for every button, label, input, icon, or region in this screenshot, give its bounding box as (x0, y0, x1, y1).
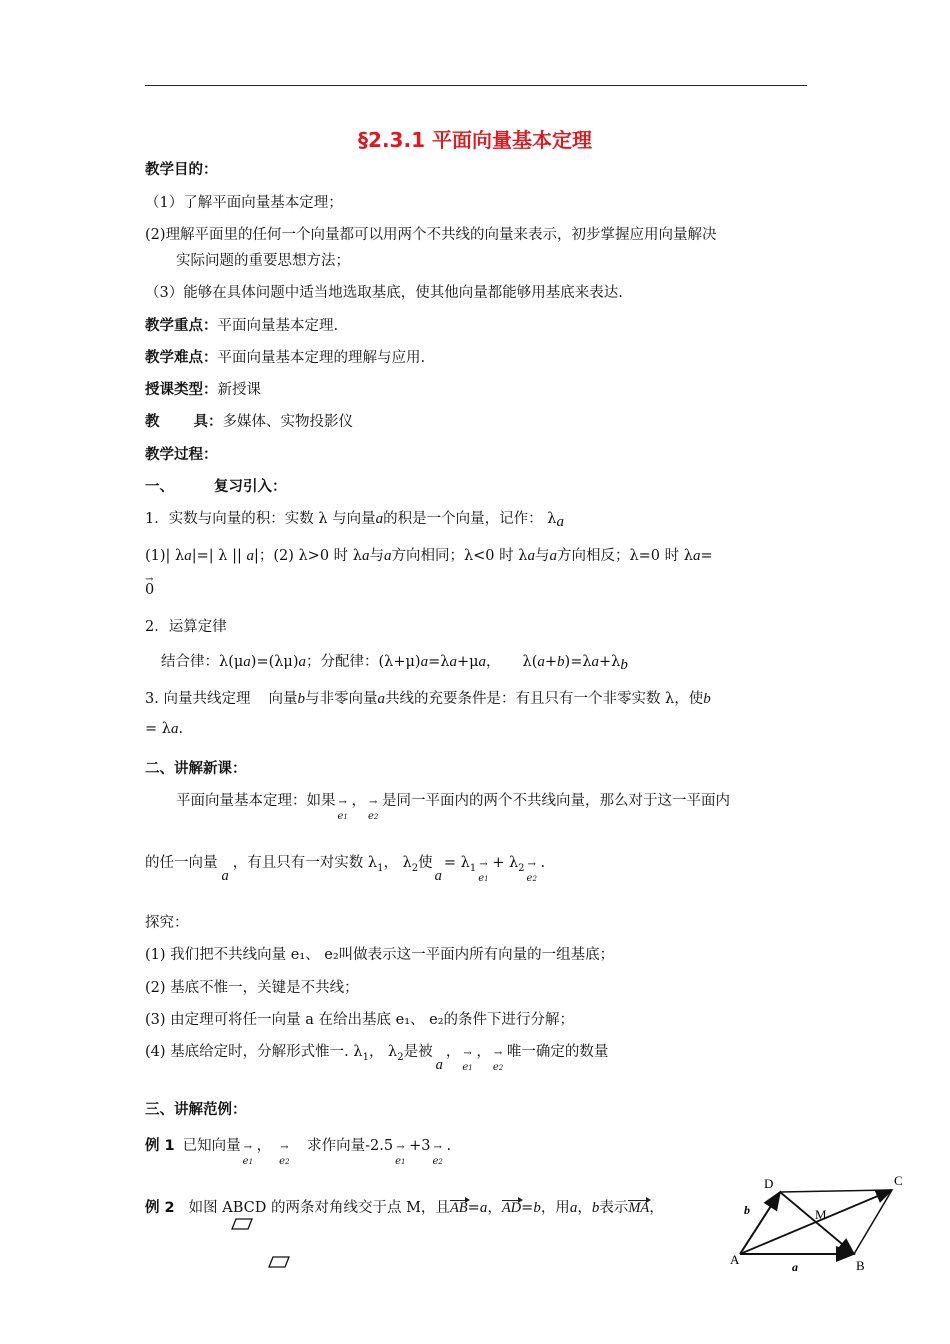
difficulty-label: 教学难点： (145, 350, 218, 366)
label-B: B (856, 1258, 865, 1273)
key-point-value: 平面向量基本定理. (217, 318, 339, 334)
vector-a-symbol: a (375, 511, 384, 527)
theorem-line-2: 的任一向量a，有且只有一对实数 $\lambda_1$， $\lambda_2$使$a= \lambda_1$ → e1 + $\lambda_2$ → e2 . (145, 855, 546, 884)
parallelogram-figure (722, 1168, 912, 1278)
s1-properties (145, 546, 713, 566)
law-e: +μ (456, 654, 479, 670)
ex1-b: ， (256, 1138, 272, 1154)
vector-a-symbol: a (591, 654, 600, 670)
ex2-g: 表示 (599, 1200, 629, 1216)
s1-prop-c: |；(2) λ>0 时 λ (253, 548, 362, 564)
item3-a: 3. 向量共线定理 (145, 691, 251, 707)
s1-item1 (145, 509, 564, 529)
example-1-label: 例 1 (145, 1138, 175, 1154)
ex2-e: ，用 (540, 1200, 570, 1216)
goal-item-3: （3）能够在具体问题中适当地选取基底，使其他向量都能够用基底来表达. (145, 285, 623, 301)
law-h: + (544, 654, 558, 670)
p4-c: 是被 (403, 1044, 433, 1060)
vector-e2: → e2 (368, 797, 379, 822)
theorem-line-1 (176, 791, 730, 822)
vector-b-symbol: b (620, 657, 628, 673)
example-2 (145, 1198, 664, 1218)
ex2-c: ， (487, 1200, 502, 1216)
item3-f: . (178, 721, 184, 737)
s1-prop-d: 与 (369, 548, 384, 564)
header-rule (145, 85, 807, 86)
label-b: b (744, 1203, 750, 1217)
s1-item1-text-b: 的积是一个向量，记作： λ (383, 511, 557, 527)
p4-a: (4) 基底给定时，分解形式惟一. λ (145, 1044, 363, 1060)
zero-vector: 0 (145, 582, 155, 598)
vector-MA: MA (628, 1200, 650, 1216)
p4-f: 唯一确定的数量 (506, 1044, 609, 1060)
vector-e2: → e2 (492, 1048, 504, 1073)
theorem-g: 使 (418, 855, 433, 871)
law-i: )=λ (564, 654, 592, 670)
s1-prop-e: 方向相同；λ<0 时 λ (391, 548, 528, 564)
vector-a-symbol: a (361, 548, 370, 564)
vector-a-symbol: a (556, 514, 564, 530)
explore-item-3: (3) 由定理可将任一向量 a 在给出基底 e₁、 e₂的条件下进行分解； (145, 1012, 575, 1028)
s1-prop-b: |=| λ || (191, 548, 247, 564)
goal-item-2: (2)理解平面里的任何一个向量都可以用两个不共线的向量来表示，初步掌握应用向量解决 (145, 227, 717, 243)
vector-a-symbol: a (243, 654, 251, 670)
vector-a-symbol: a (246, 548, 254, 564)
theorem-b: ， (351, 793, 366, 809)
lesson-type-label: 授课类型： (145, 382, 218, 398)
theorem-d: 的任一向量 (145, 855, 218, 871)
item3-e: = λ (145, 721, 171, 737)
vector-a-symbol: a (184, 548, 192, 564)
explore-item-2: (2) 基底不惟一，关键是不共线； (145, 980, 359, 996)
s1-item3-cont (145, 719, 183, 739)
theorem-e: ，有且只有一对实数 λ (232, 855, 378, 871)
label-M: M (815, 1207, 827, 1222)
theorem-a: 平面向量基本定理：如果 (176, 793, 336, 809)
theorem-f: ， λ (383, 855, 412, 871)
parallelogram-symbol (231, 1218, 253, 1230)
vector-AD: AD (501, 1200, 522, 1216)
law-j: +λ (599, 654, 621, 670)
section1-heading (145, 477, 287, 497)
ex2-f: ， (577, 1200, 592, 1216)
ex2-a: 如图 ABCD 的两条对角线交于点 M，且 (188, 1200, 450, 1216)
s1-prop-g: 方向相反；λ=0 时 λ (556, 548, 693, 564)
ex1-c: 求作向量-2.5 (307, 1138, 394, 1154)
vector-e1: → e1 (478, 859, 489, 884)
item3-b: 向量 (268, 691, 298, 707)
p4-e: ， (476, 1044, 491, 1060)
vector-AB: AB (449, 1200, 468, 1216)
vector-a-symbol: a (435, 1057, 443, 1073)
ex1-a: 已知向量 (182, 1138, 241, 1154)
goal-item-2-cont: 实际问题的重要思想方法； (176, 253, 350, 269)
vector-a-symbol: a (170, 721, 179, 737)
vector-e2: → e2 (432, 1142, 443, 1167)
vector-e2: → e2 (526, 859, 537, 884)
section3-heading: 三、讲解范例： (145, 1102, 247, 1118)
law-b: )=(λμ) (250, 654, 299, 670)
zero-vector-arrow: → (145, 574, 154, 585)
p4-d: ， (445, 1044, 461, 1060)
label-D: D (764, 1176, 774, 1191)
s1-prop-h: = (700, 548, 713, 564)
vector-a-symbol: a (383, 548, 392, 564)
vector-a-symbol: a (478, 654, 487, 670)
theorem-c: 是同一平面内的两个不共线向量，那么对于这一平面内 (382, 793, 730, 809)
theorem-i: + λ (492, 855, 519, 871)
p4-b: ， λ (368, 1044, 398, 1060)
lesson-type (145, 380, 261, 400)
tools-value: 多媒体、实物投影仪 (222, 414, 353, 430)
explore-label: 探究： (145, 915, 189, 931)
vector-a-symbol: a (420, 654, 429, 670)
vector-a-symbol: a (221, 868, 229, 884)
s1-prop-f: 与 (534, 548, 550, 564)
vector-a-symbol: a (537, 654, 545, 670)
vector-e1: → e1 (242, 1142, 254, 1167)
ex2-b: = (467, 1200, 480, 1216)
explore-item-4: (4) 基底给定时，分解形式惟一. $\lambda_1$， $\lambda_2$是被a， → e1 ， → e2 唯一确定的数量 (145, 1044, 609, 1073)
item3-c: 与非零向量 (304, 691, 378, 707)
vector-b-symbol: b (557, 654, 565, 670)
vector-b-symbol: b (297, 691, 305, 707)
tools-label-2: 具： (193, 414, 223, 430)
process-label: 教学过程： (145, 447, 218, 463)
s1-item2: 2．运算定律 (145, 619, 227, 635)
vector-e1: → e1 (462, 1048, 473, 1073)
vector-e1: → e1 (337, 797, 348, 822)
law-c: ；分配律：(λ+μ) (306, 654, 421, 670)
difficulty (145, 348, 425, 368)
ex2-d: = (521, 1200, 534, 1216)
goal-item-1: （1）了解平面向量基本定理； (145, 195, 343, 211)
s1-laws (161, 652, 628, 672)
vector-a-symbol: a (298, 654, 307, 670)
vector-e1: → e1 (395, 1142, 406, 1167)
diagonal-DB (780, 1192, 854, 1254)
s1-item3 (145, 689, 711, 709)
vector-a-symbol: a (527, 548, 535, 564)
label-C: C (894, 1173, 903, 1188)
law-d: =λ (428, 654, 450, 670)
vector-a-symbol: a (434, 868, 442, 884)
tools (145, 412, 353, 432)
tools-label-1: 教 (145, 414, 160, 430)
parallelogram-symbol (268, 1256, 290, 1268)
vector-e2: → e2 (279, 1142, 290, 1167)
section2-heading: 二、讲解新课： (145, 761, 247, 777)
section1-title: 复习引入： (214, 479, 287, 495)
key-point (145, 316, 338, 336)
law-g: λ( (522, 654, 538, 670)
side-BC (854, 1190, 892, 1254)
label-A: A (730, 1252, 740, 1267)
vector-b-symbol: b (591, 1200, 600, 1216)
explore-item-1: (1) 我们把不共线向量 e₁、 e₂叫做表示这一平面内所有向量的一组基底； (145, 947, 615, 963)
law-f: ， (486, 654, 501, 670)
vector-b-symbol: b (703, 691, 711, 707)
law-a: 结合律：λ(μ (161, 654, 244, 670)
ex1-d: +3 (409, 1138, 431, 1154)
goals-label: 教学目的： (145, 162, 218, 178)
ex2-h: ， (649, 1200, 664, 1216)
side-DC (780, 1190, 892, 1192)
vector-b-symbol: b (533, 1200, 541, 1216)
difficulty-value: 平面向量基本定理的理解与应用. (217, 350, 426, 366)
example-1 (145, 1136, 452, 1167)
label-a: a (792, 1260, 798, 1274)
section1-num: 一、 (145, 479, 174, 495)
key-point-label: 教学重点： (145, 318, 218, 334)
vector-a-symbol: a (479, 1200, 488, 1216)
vector-a-symbol: a (692, 548, 701, 564)
vector-a-symbol: a (569, 1200, 578, 1216)
lesson-type-value: 新授课 (217, 382, 261, 398)
theorem-h: = λ (443, 855, 470, 871)
theorem-j: . (540, 855, 546, 871)
item3-d: 共线的充要条件是：有且只有一个非零实数 λ，使 (384, 691, 704, 707)
ex1-e: . (446, 1138, 452, 1154)
vector-a-symbol: a (549, 548, 557, 564)
s1-item1-text-a: 1．实数与向量的积：实数 λ 与向量 (145, 511, 376, 527)
vector-a-symbol: a (377, 691, 385, 707)
example-2-label: 例 2 (145, 1200, 175, 1216)
page-title: §2.3.1 平面向量基本定理 (358, 128, 592, 152)
s1-prop-a: (1)| λ (145, 548, 185, 564)
vector-a-symbol: a (449, 654, 457, 670)
